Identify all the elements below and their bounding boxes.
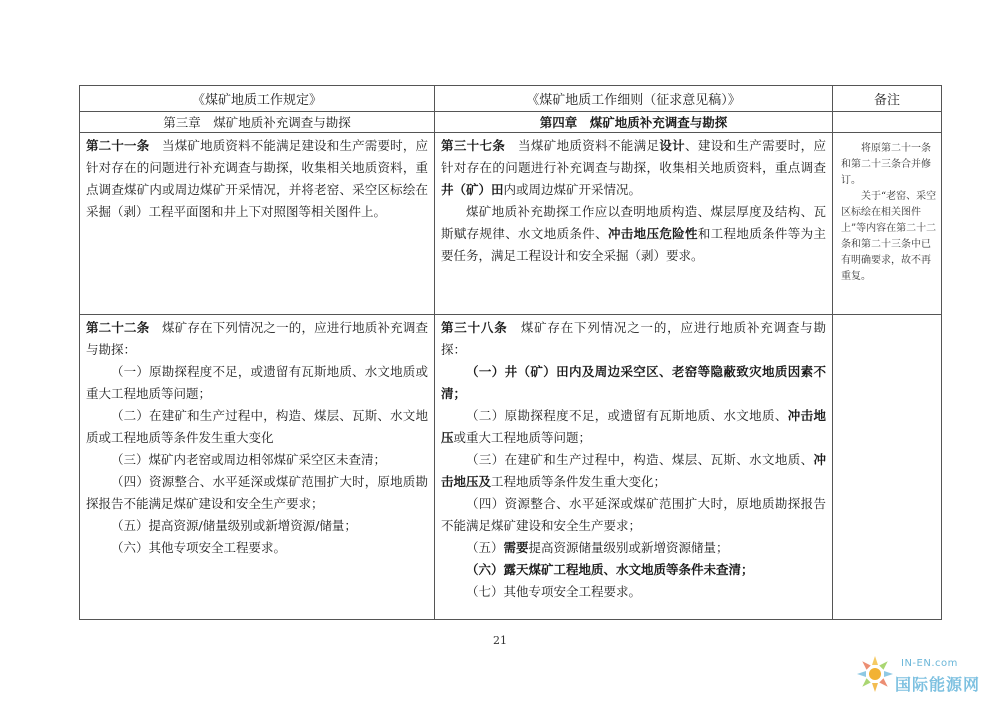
list-item: （三）在建矿和生产过程中，构造、煤层、瓦斯、水文地质、冲击地压及工程地质等条件发生重大变化；	[441, 452, 826, 489]
remark-empty-cell	[833, 315, 942, 620]
list-item: （六）其他专项安全工程要求。	[111, 540, 287, 555]
watermark-logo	[855, 652, 995, 702]
remark-line-2: 关于“老窑、采空区标绘在相关图件上”等内容在第二十二条和第二十三条中已有明确要求，故不再重复。	[841, 191, 937, 282]
sun-logo-icon	[855, 652, 895, 696]
list-item: （三）煤矿内老窑或周边相邻煤矿采空区未查清；	[111, 452, 387, 467]
watermark-site: IN-EN.com	[901, 658, 958, 669]
list-item: （四）资源整合、水平延深或煤矿范围扩大时，原地质勘探报告不能满足煤矿建设和安全生产要求；	[441, 496, 826, 533]
list-item: （一）井（矿）田内及周边采空区、老窑等隐蔽致灾地质因素不清；	[441, 364, 826, 401]
chapter-left: 第三章 煤矿地质补充调查与勘探	[80, 112, 435, 133]
article-38-title: 第三十八条	[441, 320, 508, 335]
header-remarks: 备注	[833, 86, 942, 112]
remark-line-1: 将原第二十一条和第二十三条合并修订。	[841, 143, 931, 186]
list-item: （六）露天煤矿工程地质、水文地质等条件未查清；	[466, 562, 754, 577]
list-item: （二）原勘探程度不足，或遗留有瓦斯地质、水文地质、冲击地压或重大工程地质等问题；	[441, 408, 826, 445]
header-original-regulation: 《煤矿地质工作规定》	[80, 86, 435, 112]
list-item: （二）在建矿和生产过程中，构造、煤层、瓦斯、水文地质或工程地质等条件发生重大变化	[86, 408, 428, 445]
remark-note-cell	[833, 133, 942, 315]
page-number: 21	[493, 634, 507, 647]
list-item: （七）其他专项安全工程要求。	[466, 584, 642, 599]
list-item: （一）原勘探程度不足，或遗留有瓦斯地质、水文地质或重大工程地质等问题；	[86, 364, 428, 401]
list-item: （五）需要提高资源储量级别或新增资源储量；	[466, 540, 729, 555]
watermark-brand: 国际能源网	[895, 675, 981, 694]
chapter-right: 第四章 煤矿地质补充调查与勘探	[435, 112, 833, 133]
article-21-cell	[80, 133, 435, 315]
article-38-cell: 第三十八条 煤矿存在下列情况之一的，应进行地质补充调查与勘探： （一）井（矿）田内及周边采空区、老窑等隐蔽致灾地质因素不清； （二）原勘探程度不足，或遗留有瓦斯地质、水文地质、冲击地压或重大工程地质等问题； （三）在建矿和生产过程中，构造、煤层、瓦斯、水文地质、冲击地压及工程地质等条件发生重大变化； （四）资源整合、水平延深或煤矿范围扩大时，原地质勘探报告不能满足煤矿建设和安全生产要求； （五）需要提高资源储量级别或新增资源储量； （六）露天煤矿工程地质、水文地质等条件未查清； （七）其他专项安全工程要求。	[435, 315, 833, 620]
article-21-text: 当煤矿地质资料不能满足建设和生产需要时，应针对存在的问题进行补充调查与勘探，收集相关地质资料，重点调查煤矿内或周边煤矿开采情况，并将老窑、采空区标绘在采掘（剥）工程平面图和井上下对照图等相关图件上。	[86, 138, 428, 219]
article-22-cell: 第二十二条 煤矿存在下列情况之一的，应进行地质补充调查与勘探： （一）原勘探程度不足，或遗留有瓦斯地质、水文地质或重大工程地质等问题； （二）在建矿和生产过程中，构造、煤层、瓦斯、水文地质或工程地质等条件发生重大变化 （三）煤矿内老窑或周边相邻煤矿采空区未查清； （四）资源整合、水平延深或煤矿范围扩大时，原地质勘探报告不能满足煤矿建设和安全生产要求； （五）提高资源/储量级别或新增资源/储量； （六）其他专项安全工程要求。	[80, 315, 435, 620]
header-draft-rules: 《煤矿地质工作细则（征求意见稿）》	[435, 86, 833, 112]
article-37-title: 第三十七条	[441, 138, 506, 153]
list-item: （四）资源整合、水平延深或煤矿范围扩大时，原地质勘探报告不能满足煤矿建设和安全生产要求；	[86, 474, 428, 511]
list-item: （五）提高资源/储量级别或新增资源/储量；	[111, 518, 357, 533]
article-21-title: 第二十一条	[86, 138, 150, 153]
chapter-note-empty	[833, 112, 942, 133]
article-37-cell: 第三十七条 当煤矿地质资料不能满足设计、建设和生产需要时，应针对存在的问题进行补充调查与勘探，收集相关地质资料，重点调查井（矿）田内或周边煤矿开采情况。 煤矿地质补充勘探工作应以查明地质构造、煤层厚度及结构、瓦斯赋存规律、水文地质条件、冲击地压危险性和工程地质条件等为主要任务，满足工程设计和安全采掘（剥）要求。	[435, 133, 833, 315]
comparison-table	[79, 85, 942, 620]
article-22-title: 第二十二条	[86, 320, 150, 335]
